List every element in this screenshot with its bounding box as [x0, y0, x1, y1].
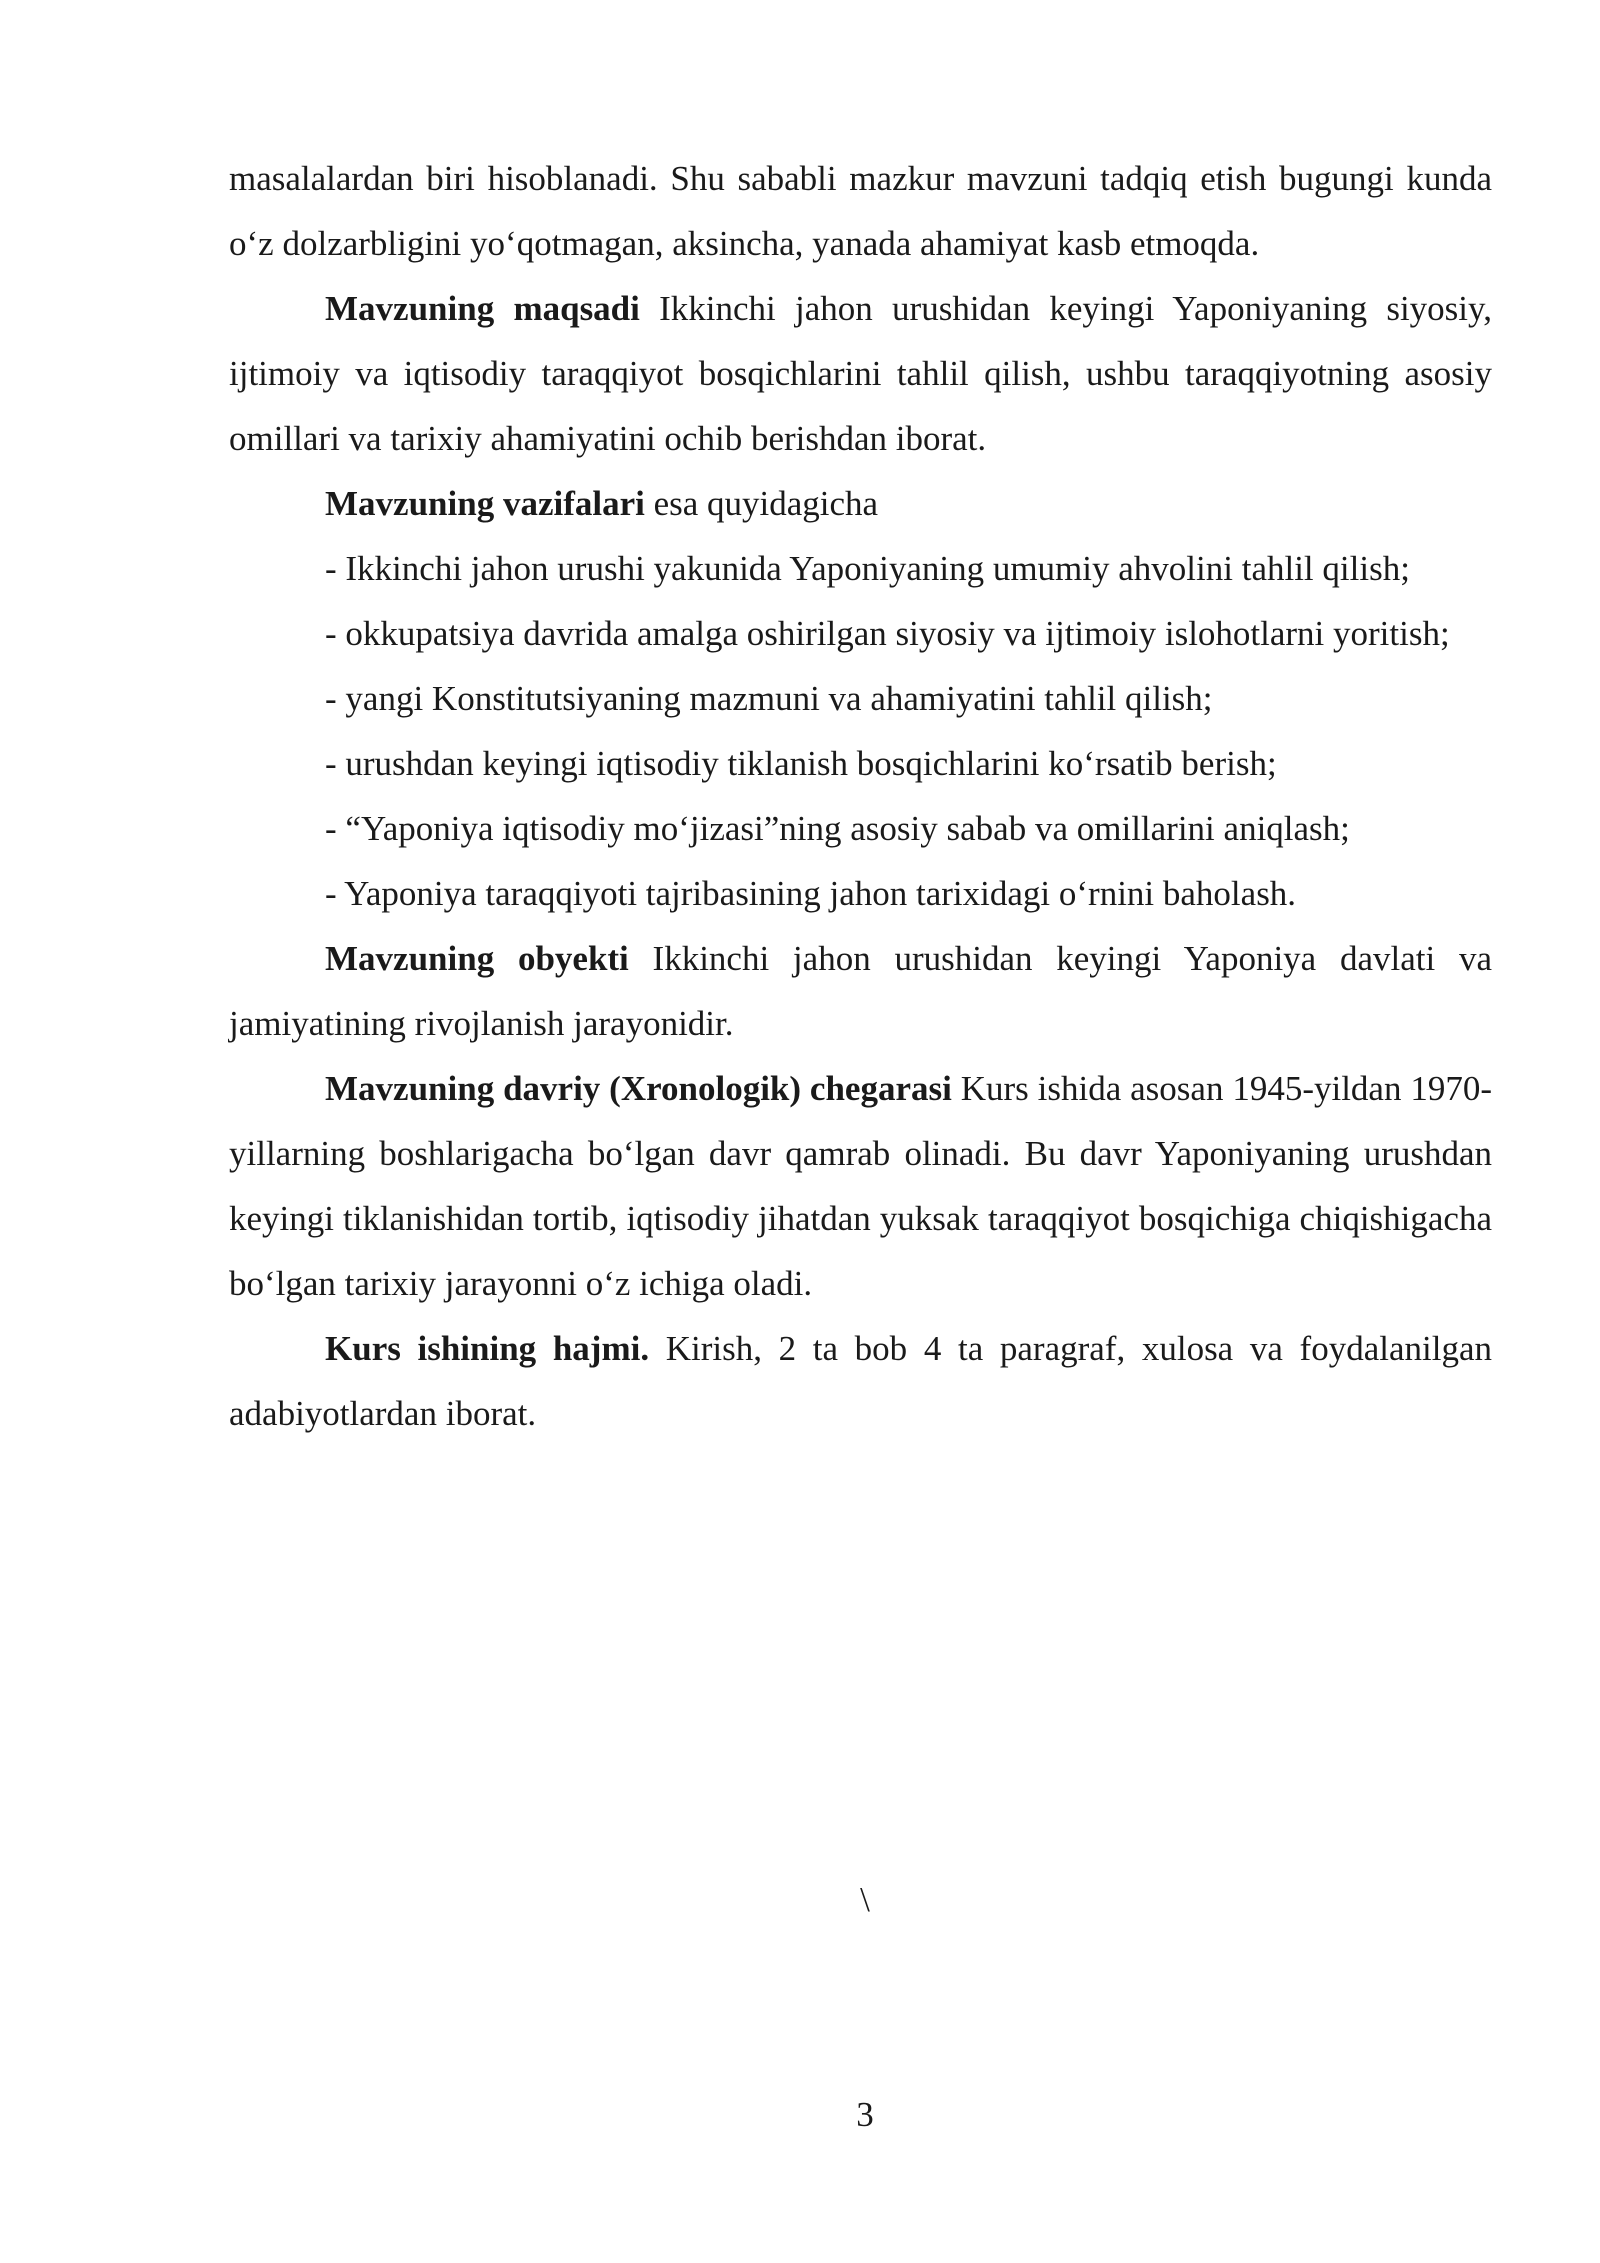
paragraph-heading: Mavzuning vazifalari — [325, 484, 645, 523]
paragraph-text: Ikkinchi jahon urushidan keyingi Yaponiyaning siyosiy, ijtimoiy va iqtisodiy taraqqiyot bosqichlarini tahlil qilish, ushbu taraqqiyotning asosiy omillari va tarixiy ahamiyatini ochib berishdan iborat. — [229, 289, 1493, 458]
document-body — [229, 146, 1492, 1446]
task-text: - yangi Konstitutsiyaning mazmuni va ahamiyatini tahlil qilish; — [325, 679, 1213, 718]
task-item-4 — [229, 731, 1492, 796]
stray-backslash-mark: \ — [860, 1880, 870, 1919]
paragraph-chronology — [229, 1056, 1492, 1316]
task-item-5 — [229, 796, 1492, 861]
paragraph-heading: Kurs ishining hajmi. — [325, 1329, 650, 1368]
paragraph-text: Ikkinchi jahon urushidan keyingi Yaponiya davlati va jamiyatining rivojlanish jarayonidir. — [229, 939, 1492, 1043]
paragraph-heading: Mavzuning davriy (Xronologik) chegarasi — [325, 1069, 952, 1108]
paragraph-intro-continuation — [229, 146, 1492, 276]
paragraph-text: esa quyidagicha — [644, 484, 879, 523]
paragraph-tasks — [229, 471, 1492, 536]
task-text: - Yaponiya taraqqiyoti tajribasining jahon tarixidagi o‘rnini baholash. — [325, 874, 1297, 913]
task-text: - okkupatsiya davrida amalga oshirilgan siyosiy va ijtimoiy islohotlarni yoritish; — [325, 614, 1450, 653]
task-item-6 — [229, 861, 1492, 926]
paragraph-text: masalalardan biri hisoblanadi. Shu sababli mazkur mavzuni tadqiq etish bugungi kunda o‘z dolzarbligini yo‘qotmagan, aksincha, yanada ahamiyat kasb etmoqda. — [229, 159, 1492, 263]
paragraph-heading: Mavzuning maqsadi — [325, 289, 640, 328]
task-text: - Ikkinchi jahon urushi yakunida Yaponiyaning umumiy ahvolini tahlil qilish; — [325, 549, 1410, 588]
paragraph-volume — [229, 1316, 1492, 1446]
task-text: - “Yaponiya iqtisodiy mo‘jizasi”ning asosiy sabab va omillarini aniqlash; — [325, 809, 1350, 848]
task-item-3 — [229, 666, 1492, 731]
task-item-2 — [229, 601, 1492, 666]
task-text: - urushdan keyingi iqtisodiy tiklanish bosqichlarini ko‘rsatib berish; — [325, 744, 1277, 783]
paragraph-text: Kirish, 2 ta bob 4 ta paragraf, xulosa va foydalanilgan adabiyotlardan iborat. — [229, 1329, 1492, 1433]
paragraph-heading: Mavzuning obyekti — [325, 939, 629, 978]
paragraph-text: Kurs ishida asosan 1945-yildan 1970-yillarning boshlarigacha bo‘lgan davr qamrab olinadi. Bu davr Yaponiyaning urushdan keyingi tiklanishidan tortib, iqtisodiy jihatdan yuksak taraqqiyot bosqichiga chiqishigacha bo‘lgan tarixiy jarayonni o‘z ichiga oladi. — [229, 1069, 1492, 1303]
paragraph-goal — [229, 276, 1492, 471]
page-number: 3 — [856, 2095, 874, 2134]
paragraph-object — [229, 926, 1492, 1056]
task-item-1 — [229, 536, 1492, 601]
